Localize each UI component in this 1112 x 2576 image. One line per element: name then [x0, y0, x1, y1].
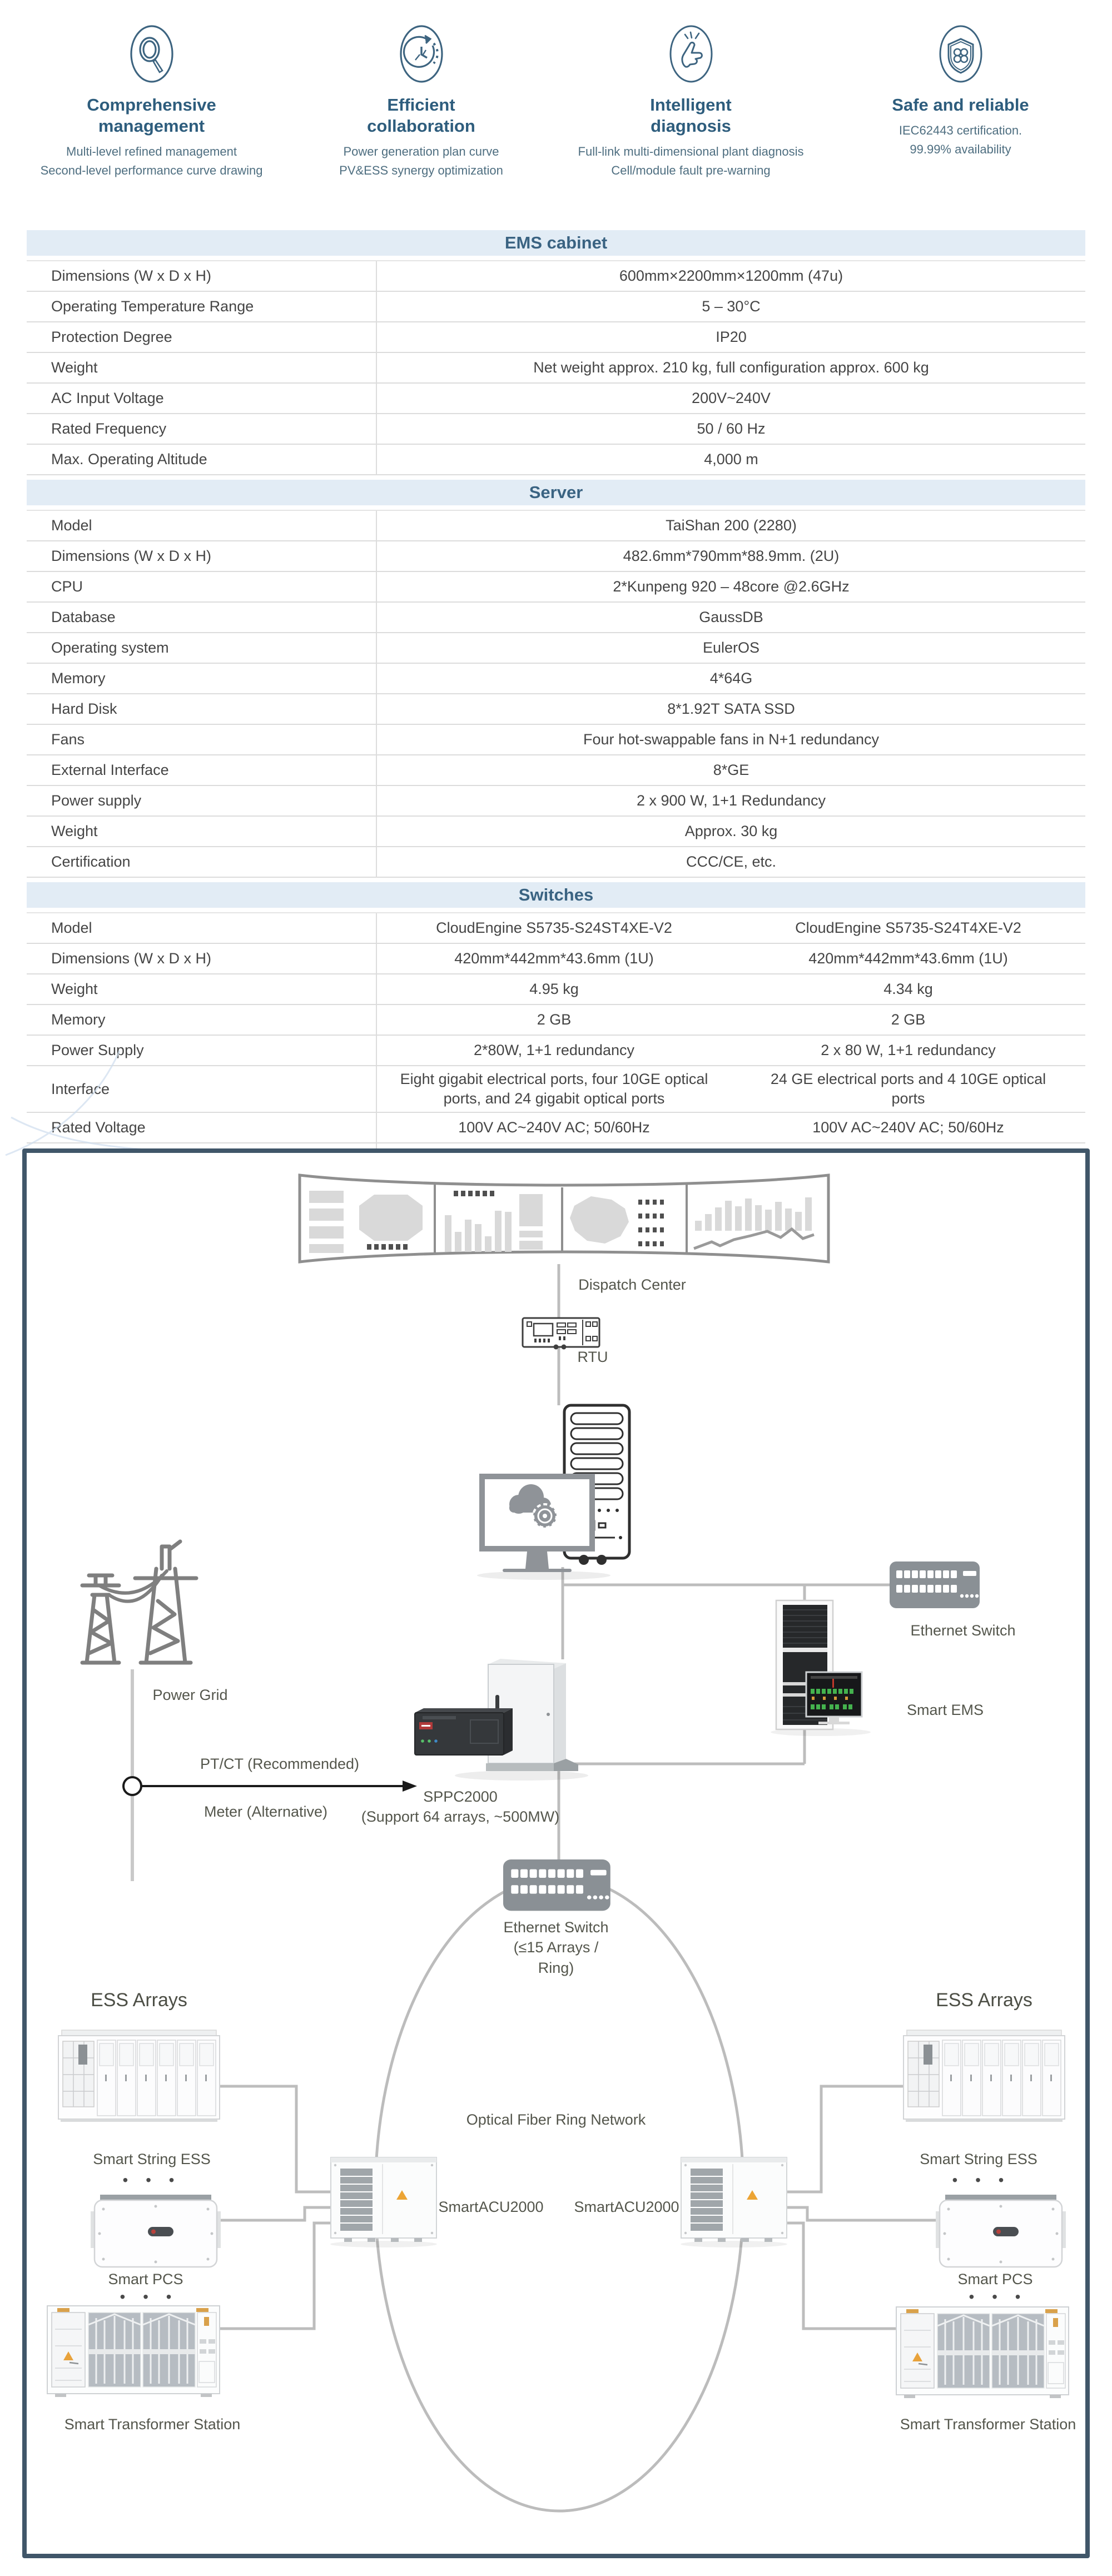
feature-subtitle-line1: Full-link multi-dimensional plant diagnosis [578, 144, 804, 158]
feature-comprehensive-management [17, 21, 286, 209]
spec-label: Certification [27, 847, 377, 877]
system-architecture-diagram [22, 1148, 1090, 2558]
table-title: Switches [27, 882, 1085, 908]
feature-subtitle-line2: Cell/module fault pre-warning [611, 163, 771, 177]
ellipsis-right-2: • • • [969, 2288, 1027, 2305]
spec-label: Fans [27, 725, 377, 754]
table-row [27, 1036, 1085, 1066]
table-row [27, 511, 1085, 541]
table-row [27, 847, 1085, 878]
spec-value: GaussDB [699, 608, 763, 625]
table-row [27, 603, 1085, 633]
smart-acu-right-label: SmartACU2000 [574, 2199, 679, 2215]
smart-string-ess-left-label: Smart String ESS [93, 2151, 211, 2167]
spec-value: 2 GB [537, 1011, 572, 1028]
spec-value: 8*1.92T SATA SSD [667, 700, 795, 717]
spec-label: Memory [27, 664, 377, 693]
ring-network-label: Optical Fiber Ring Network [466, 2111, 646, 2128]
table-row [27, 541, 1085, 572]
spec-value: 2 x 900 W, 1+1 Redundancy [637, 792, 826, 809]
table-title: Server [27, 480, 1085, 505]
spec-label: Operating system [27, 633, 377, 663]
spec-value: CloudEngine S5735-S24T4XE-V2 [795, 919, 1021, 936]
smart-pcs-left [91, 2195, 221, 2267]
switches-table [27, 882, 1085, 1174]
spec-label: Model [27, 511, 377, 540]
spec-value: 200V~240V [692, 389, 771, 406]
table-row [27, 755, 1085, 786]
meter-label: Meter (Alternative) [203, 1803, 328, 1820]
sync-clock-icon [393, 21, 450, 87]
table-row [27, 913, 1085, 944]
smart-pcs-right [936, 2195, 1066, 2267]
magnifier-icon [123, 21, 181, 87]
ptct-label: PT/CT (Recommended) [200, 1756, 360, 1772]
smart-transformer-right [896, 2307, 1069, 2398]
spec-label: Database [27, 603, 377, 632]
spec-value: CloudEngine S5735-S24ST4XE-V2 [436, 919, 672, 936]
smart-string-ess-right-label: Smart String ESS [920, 2151, 1037, 2167]
spec-label: Weight [27, 353, 377, 382]
spec-value: 5 – 30°C [702, 297, 761, 315]
spec-label: Model [27, 913, 377, 943]
spec-value: EulerOS [702, 639, 760, 656]
rtu-device [523, 1318, 599, 1350]
table-row [27, 817, 1085, 847]
spec-label: Hard Disk [27, 694, 377, 724]
snap-finger-icon [662, 21, 720, 87]
table-body [27, 260, 1085, 475]
spec-value: 600mm×2200mm×1200mm (47u) [619, 267, 843, 284]
spec-value: Approx. 30 kg [684, 822, 778, 839]
table-body [27, 510, 1085, 878]
table-row [27, 633, 1085, 664]
shield-icon [932, 21, 990, 87]
feature-highlights [0, 0, 1112, 209]
dispatch-center-video-wall [300, 1175, 828, 1262]
feature-subtitle-line2: PV&ESS synergy optimization [339, 163, 503, 177]
spec-value: 50 / 60 Hz [697, 420, 766, 437]
table-row [27, 261, 1085, 292]
ethernet-switch-label: Ethernet Switch [910, 1622, 1016, 1639]
ring-switch-label: Ethernet Switch (≤15 Arrays / Ring) [503, 1919, 609, 1976]
ellipsis-left-2: • • • [120, 2288, 178, 2305]
spec-value: 2 x 80 W, 1+1 redundancy [821, 1041, 996, 1058]
spec-value: 100V AC~240V AC; 50/60Hz [812, 1119, 1004, 1136]
feature-intelligent-diagnosis [556, 21, 826, 209]
smart-transformer-left [47, 2306, 220, 2397]
sppc2000-label [361, 1787, 559, 1827]
sppc2000-cabinet [415, 1659, 588, 1781]
feature-title: Safe and reliable [892, 95, 1029, 115]
spec-value: Four hot-swappable fans in N+1 redundancy [583, 730, 880, 748]
spec-value: Net weight approx. 210 kg, full configuration approx. 600 kg [533, 359, 929, 376]
ellipsis-right-1: • • • [952, 2171, 1011, 2189]
spec-label: Weight [27, 974, 377, 1004]
table-row [27, 572, 1085, 603]
feature-subtitle-line1: Multi-level refined management [66, 144, 237, 158]
feature-title: Efficient collaboration [367, 95, 475, 136]
table-row [27, 786, 1085, 817]
table-row [27, 1113, 1085, 1143]
smart-transformer-left-label: Smart Transformer Station [64, 2416, 241, 2433]
management-server [477, 1405, 629, 1580]
table-row [27, 725, 1085, 755]
spec-value: Eight gigabit electrical ports, four 10GE optical ports, and 24 gigabit optical ports [400, 1071, 708, 1107]
table-row [27, 974, 1085, 1005]
spec-value: 24 GE electrical ports and 4 10GE optical ports [770, 1071, 1046, 1107]
spec-value: CCC/CE, etc. [686, 853, 777, 870]
table-row [27, 1005, 1085, 1036]
spec-value: TaiShan 200 (2280) [666, 516, 797, 534]
ethernet-switch-icon [890, 1561, 980, 1608]
spec-label: Dimensions (W x D x H) [27, 261, 377, 291]
spec-label: External Interface [27, 755, 377, 785]
table-row [27, 322, 1085, 353]
sppc2000-title: SPPC2000 [423, 1788, 498, 1805]
table-body [27, 912, 1085, 1174]
ess-arrays-left-label: ESS Arrays [91, 1990, 187, 2011]
smart-acu-left-label: SmartACU2000 [438, 2199, 544, 2215]
ellipsis-left-1: • • • [122, 2171, 181, 2189]
smart-pcs-right-label: Smart PCS [957, 2271, 1033, 2287]
spec-label: Rated Frequency [27, 414, 377, 444]
spec-value: 2*80W, 1+1 redundancy [474, 1041, 634, 1058]
feature-subtitle-line2: 99.99% availability [910, 142, 1011, 156]
sppc2000-subtitle: (Support 64 arrays, ~500MW) [361, 1808, 560, 1826]
power-grid-label: Power Grid [152, 1687, 228, 1703]
spec-value: 4.34 kg [883, 980, 933, 997]
spec-value: 4.95 kg [529, 980, 579, 997]
spec-value: 2*Kunpeng 920 – 48core @2.6GHz [613, 578, 850, 595]
smart-transformer-right-label: Smart Transformer Station [900, 2416, 1076, 2433]
spec-label: Power Supply [27, 1036, 377, 1065]
smart-string-ess-left [58, 2030, 220, 2122]
feature-efficient-collaboration [286, 21, 556, 209]
spec-value: 482.6mm*790mm*88.9mm. (2U) [623, 547, 840, 564]
feature-subtitle-line2: Second-level performance curve drawing [40, 163, 263, 177]
spec-label: Weight [27, 817, 377, 846]
power-grid-towers [82, 1541, 196, 1663]
spec-value: 420mm*442mm*43.6mm (1U) [808, 949, 1008, 967]
feature-subtitle-line1: IEC62443 certification. [898, 123, 1022, 137]
ems-cabinet-table [27, 230, 1085, 475]
smart-ems-label: Smart EMS [906, 1702, 984, 1718]
spec-label: Power supply [27, 786, 377, 815]
spec-value: IP20 [716, 328, 747, 345]
server-table [27, 480, 1085, 878]
spec-label: Memory [27, 1005, 377, 1035]
table-row [27, 292, 1085, 322]
spec-value: 2 GB [891, 1011, 926, 1028]
smart-pcs-left-label: Smart PCS [108, 2271, 183, 2287]
table-row [27, 353, 1085, 384]
dispatch-center-label: Dispatch Center [578, 1276, 686, 1293]
spec-tables [0, 209, 1112, 1174]
spec-label: Interface [27, 1066, 377, 1112]
table-row [27, 664, 1085, 694]
rtu-label: RTU [577, 1349, 608, 1365]
spec-value: 100V AC~240V AC; 50/60Hz [458, 1119, 650, 1136]
feature-subtitle-line1: Power generation plan curve [343, 144, 499, 158]
table-row [27, 694, 1085, 725]
spec-label: Operating Temperature Range [27, 292, 377, 321]
feature-title: Intelligent diagnosis [650, 95, 732, 136]
table-row [27, 1066, 1085, 1113]
spec-label: Dimensions (W x D x H) [27, 541, 377, 571]
spec-label: CPU [27, 572, 377, 601]
spec-label: AC Input Voltage [27, 384, 377, 413]
spec-label: Max. Operating Altitude [27, 445, 377, 474]
feature-title: Comprehensive management [87, 95, 216, 136]
smart-string-ess-right [904, 2030, 1065, 2122]
spec-value: 4*64G [709, 669, 753, 687]
spec-label: Dimensions (W x D x H) [27, 944, 377, 973]
table-row [27, 384, 1085, 414]
spec-value: 8*GE [713, 761, 749, 778]
smart-acu2000-left [330, 2157, 437, 2247]
spec-label: Protection Degree [27, 322, 377, 352]
ring-ethernet-switch-icon [503, 1859, 610, 1911]
diagram-graphics [27, 1153, 1085, 2554]
smart-acu2000-right [681, 2157, 787, 2247]
table-row [27, 445, 1085, 475]
spec-label: Rated Voltage [27, 1113, 377, 1142]
table-row [27, 944, 1085, 974]
spec-value: 420mm*442mm*43.6mm (1U) [454, 949, 654, 967]
spec-value: 4,000 m [704, 450, 758, 468]
ess-arrays-right-label: ESS Arrays [936, 1990, 1032, 2011]
table-row [27, 414, 1085, 445]
smart-ems-rack [771, 1600, 871, 1736]
table-title: EMS cabinet [27, 230, 1085, 256]
feature-safe-reliable [826, 21, 1095, 209]
